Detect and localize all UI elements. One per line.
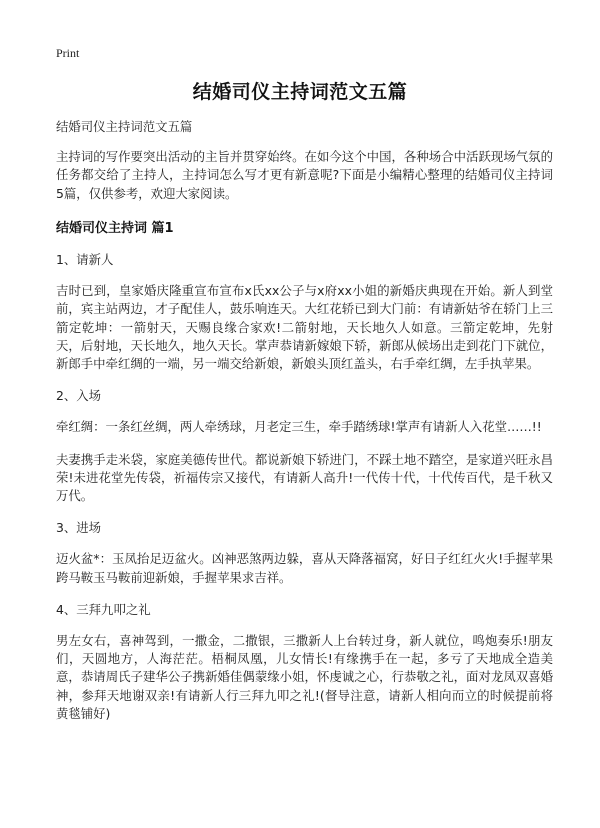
section-heading: 结婚司仪主持词 篇1 bbox=[56, 220, 174, 236]
subtitle: 结婚司仪主持词范文五篇 bbox=[56, 119, 193, 134]
paragraph: 吉时已到，皇家婚庆隆重宣布宣布x氏xx公子与x府xx小姐的新婚庆典现在开始。新人到堂前，宾主站两边，才子配佳人，鼓乐响连天。大红花轿已到大门前：有请新姑爷在轿门上三箭定乾坤：一箭射天，天赐良缘合家欢!二箭射地，天长地久人如意。三箭定乾坤，先射天，后射地，天长地久，地久天长。掌声恭请新嫁娘下轿，新郎从候场出走到花门下就位，新郎手中牵红绸的一端，另一端交给新娘，新娘头顶红盖头，右手牵红绸，左手执苹果。 bbox=[56, 283, 553, 372]
item-heading: 2、入场 bbox=[56, 388, 102, 404]
item-heading: 4、三拜九叩之礼 bbox=[56, 601, 151, 617]
paragraph: 迈火盆*：玉凤抬足迈盆火。凶神恶煞两边躲，喜从天降落福窝，好日子红红火火!手握苹果跨马鞍玉马鞍前迎新娘，手握苹果求吉祥。 bbox=[56, 551, 553, 585]
print-link[interactable]: Print bbox=[56, 46, 80, 60]
item-heading: 3、进场 bbox=[56, 520, 102, 536]
paragraph: 夫妻携手走米袋，家庭美德传世代。都说新娘下轿进门，不踩土地不踏空，是家道兴旺永昌荣!未进花堂先传袋，祈福传宗又接代，有请新人高升!一代传十代，十代传百代，是千秋又万代。 bbox=[56, 451, 553, 504]
paragraph: 牵红绸：一条红丝绸，两人牵绣球，月老定三生，牵手踏绣球!掌声有请新人入花堂……!! bbox=[56, 419, 542, 435]
document-body bbox=[56, 118, 553, 737]
item-heading: 1、请新人 bbox=[56, 252, 114, 268]
page-title: 结婚司仪主持词范文五篇 bbox=[192, 81, 408, 103]
intro-paragraph: 主持词的写作要突出活动的主旨并贯穿始终。在如今这个中国，各种场合中活跃现场气氛的任务都交给了主持人，主持词怎么写才更有新意呢?下面是小编精心整理的结婚司仪主持词5篇，仅供参考，欢迎大家阅读。 bbox=[56, 149, 553, 201]
paragraph: 男左女右，喜神驾到，一撒金，二撒银，三撒新人上台转过身，新人就位，鸣炮奏乐!朋友们，天圆地方，人海茫茫。梧桐凤凰，儿女情长!有缘携手在一起，多亏了天地成全造美意，恭请周氏子建华公子携新婚佳偶蒙缘小姐，怀虔诚之心，行恭敬之礼，面对龙凤双喜婚神，参拜天地谢双亲!有请新人行三拜九叩之礼!(督导注意，请新人相向而立的时候提前将黄毯铺好) bbox=[56, 633, 553, 721]
